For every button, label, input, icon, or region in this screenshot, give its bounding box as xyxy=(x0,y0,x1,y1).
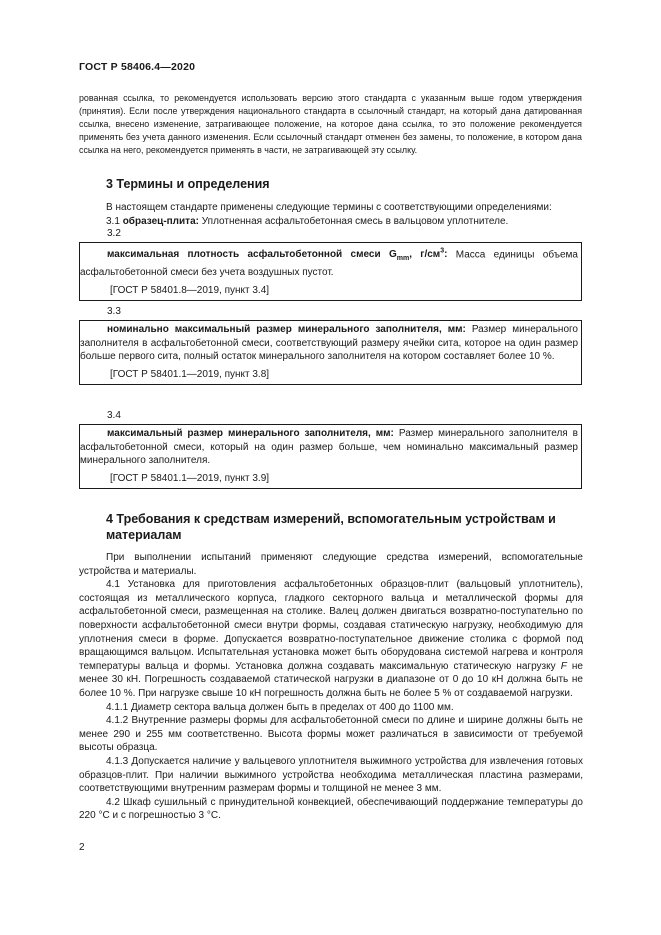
term-3-2-unit: , г/см xyxy=(409,249,441,261)
section-4-title: 4 Требования к средствам измерений, вспомогательным устройствам и материалам xyxy=(106,512,556,542)
clause-4-1-tail: не менее 30 кН. Погрешность создаваемой статической нагрузки в диапазоне от 0 до 10 кН должна быть не более 10 %. При нагрузке свыше 10 кН погрешность должна быть не более 5 % от создаваемой нагрузки. xyxy=(79,660,583,699)
clause-4-1-symbol-f: F xyxy=(560,660,567,672)
term-3-2-colon: : xyxy=(444,249,448,261)
term-3-3-term: номинально максимальный размер минерального заполнителя, мм: xyxy=(107,324,466,335)
clause-4-1 xyxy=(79,578,583,700)
section-3-intro xyxy=(79,201,583,228)
term-3-4-def: Размер минерального заполнителя в асфальтобетонной смеси, который на один размер больше, чем номинально максимальный размер минерального заполнителя. xyxy=(80,428,578,467)
clause-4-1-3: 4.1.3 Допускается наличие у вальцевого уплотнителя выжимного устройства для извлечения готовых образцов-плит. При наличии выжимного устройства необходима металлическая пластина размерами, соответствующими внутренним размерам формы и толщиной не менее 3 мм. xyxy=(79,755,583,795)
term-3-2-ref: [ГОСТ Р 58401.8—2019, пункт 3.4] xyxy=(110,284,270,296)
term-3-1-def: Уплотненная асфальтобетонная смесь в вальцовом уплотнителе. xyxy=(198,215,509,227)
term-3-3-ref: [ГОСТ Р 58401.1—2019, пункт 3.8] xyxy=(110,368,270,380)
term-3-3-num: 3.3 xyxy=(107,306,121,317)
term-3-4-num: 3.4 xyxy=(107,410,121,421)
term-3-2-sup: 3 xyxy=(440,248,445,255)
clause-4-1-2: 4.1.2 Внутренние размеры формы для асфальтобетонной смеси по длине и ширине должны быть не менее 290 и 255 мм соответственно. Высота формы может различаться в зависимости от требуемой высоты образца. xyxy=(79,715,583,754)
term-3-2-num: 3.2 xyxy=(107,228,121,239)
term-3-3-definition xyxy=(80,323,581,364)
term-3-2-definition xyxy=(80,245,581,280)
clause-4-1-text: 4.1 Установка для приготовления асфальтобетонных образцов-плит (вальцовый уплотнитель), состоящая из металлического корпуса, гладкого секторного вальца и металлической формы для асфальтобетонной смеси, размещенная на столике. Валец должен двигаться возвратно-поступательно по поверхности асфальтобетонной смеси внутри формы, создавая статическую нагрузку, необходимую для уплотнения смеси в форме. Допускается возвратно-поступательное движение столика с формой под вращающимся вальцом. Испытательная установка может быть оборудована системой нагрева и контроля температуры вальца и формы. Установка должна создавать максимальную статическую нагрузку xyxy=(79,579,583,672)
section-3-intro-text: В настоящем стандарте применены следующие термины с соответствующими определениями: xyxy=(106,202,552,213)
term-3-2-term xyxy=(107,248,448,263)
term-3-4-box xyxy=(79,424,582,489)
term-3-4-ref: [ГОСТ Р 58401.1—2019, пункт 3.9] xyxy=(110,472,270,484)
term-3-4-term: максимальный размер минерального заполнителя, мм: xyxy=(107,428,394,439)
term-3-2-sub: mm xyxy=(396,255,410,263)
intro-text: рованная ссылка, то рекомендуется использовать версию этого стандарта с указанным выше годом утверждения (принятия). Если после утверждения национального стандарта в ссылочный стандарт, на который дана датированная ссылка, внесено изменение, затрагивающее положение, на которое дана ссылка, то это положение рекомендуется применять без учета данного изменения. Если ссылочный стандарт отменен без замены, то положение, в котором дана ссылка на него, рекомендуется применять в части, не затрагивающей эту ссылку. xyxy=(79,93,582,156)
page-header: ГОСТ Р 58406.4—2020 xyxy=(79,61,196,73)
clause-4-2: 4.2 Шкаф сушильный с принудительной конвекцией, обеспечивающий поддержание температуры до 220 °С и с погрешностью 3 °С. xyxy=(79,796,583,822)
term-3-2-box xyxy=(79,242,582,301)
section-4-intro: При выполнении испытаний применяют следующие средства измерений, вспомогательные устройства и материалы. xyxy=(79,552,583,577)
clause-4-1-1: 4.1.1 Диаметр сектора вальца должен быть в пределах от 400 до 1100 мм. xyxy=(106,701,454,713)
term-3-2-def: Масса единицы объема асфальтобетонной смеси без учета воздушных пустот. xyxy=(80,249,578,278)
term-3-2-term-text: максимальная плотность асфальтобетонной смеси G xyxy=(107,249,397,261)
section-3-title: 3 Термины и определения xyxy=(106,177,270,191)
intro-paragraph xyxy=(79,92,582,157)
term-3-4-definition xyxy=(80,427,581,468)
term-3-3-box xyxy=(79,320,582,385)
term-3-3-def: Размер минерального заполнителя в асфальтобетонной смеси, соответствующий размеру ячейки сита, которое на один размер больше первого сита, полный остаток минерального заполнителя на котором составляет более 10 %. xyxy=(80,324,578,363)
term-3-1-term: образец-плита: xyxy=(122,215,199,227)
page-number: 2 xyxy=(79,842,85,853)
section-4-body xyxy=(79,551,583,823)
term-3-1 xyxy=(79,215,583,229)
term-3-1-num: 3.1 xyxy=(106,215,120,227)
